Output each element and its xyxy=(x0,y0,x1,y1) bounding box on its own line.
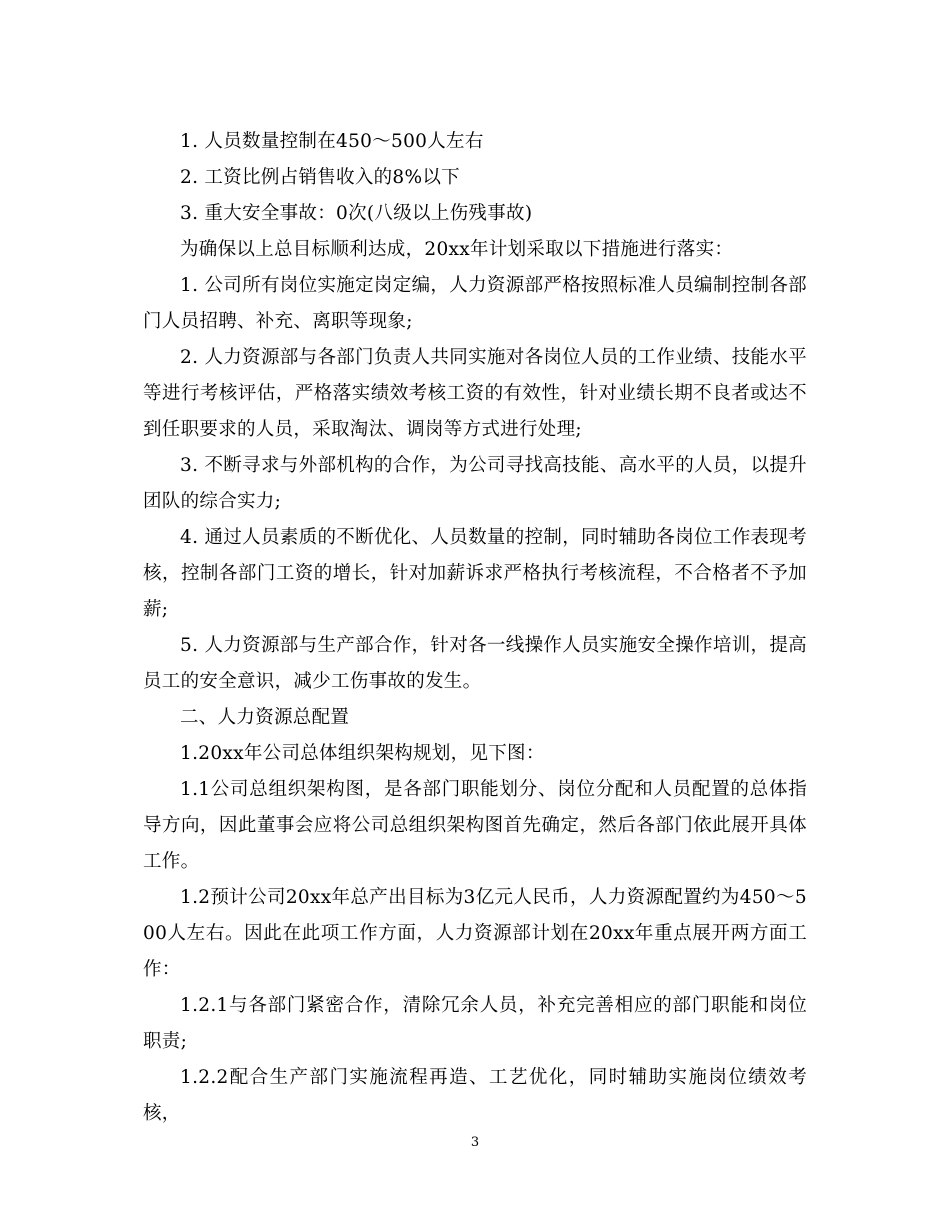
paragraph: 1. 公司所有岗位实施定岗定编，人力资源部严格按照标准人员编制控制各部门人员招聘、补充、离职等现象; xyxy=(143,275,807,332)
paragraph: 1. 人员数量控制在450～500人左右 xyxy=(180,131,484,152)
paragraph: 1.2.1与各部门紧密合作，清除冗余人员，补充完善相应的部门职能和岗位职责; xyxy=(143,995,807,1052)
document-body xyxy=(143,124,807,1132)
paragraph: 5. 人力资源部与生产部合作，针对各一线操作人员实施安全操作培训，提高员工的安全意识，减少工伤事故的发生。 xyxy=(143,635,807,692)
page-number: 3 xyxy=(470,1135,480,1150)
paragraph: 4. 通过人员素质的不断优化、人员数量的控制，同时辅助各岗位工作表现考核，控制各部门工资的增长，针对加薪诉求严格执行考核流程，不合格者不予加薪; xyxy=(143,527,807,620)
paragraph: 为确保以上总目标顺利达成，20xx年计划采取以下措施进行落实： xyxy=(180,239,734,260)
paragraph: 1.20xx年公司总体组织架构规划，见下图： xyxy=(180,743,545,764)
paragraph: 2. 工资比例占销售收入的8%以下 xyxy=(180,167,460,188)
paragraph: 1.2.2配合生产部门实施流程再造、工艺优化，同时辅助实施岗位绩效考核， xyxy=(143,1067,807,1124)
paragraph: 2. 人力资源部与各部门负责人共同实施对各岗位人员的工作业绩、技能水平等进行考核评估，严格落实绩效考核工资的有效性，针对业绩长期不良者或达不到任职要求的人员，采取淘汰、调岗等方式进行处理; xyxy=(143,347,807,440)
paragraph: 1.2预计公司20xx年总产出目标为3亿元人民币，人力资源配置约为450～500人左右。因此在此项工作方面，人力资源部计划在20xx年重点展开两方面工作： xyxy=(143,887,807,980)
paragraph: 3. 重大安全事故：0次(八级以上伤残事故) xyxy=(180,203,533,224)
section-heading: 二、人力资源总配置 xyxy=(180,707,350,728)
paragraph: 3. 不断寻求与外部机构的合作，为公司寻找高技能、高水平的人员，以提升团队的综合实力; xyxy=(143,455,807,512)
paragraph: 1.1公司总组织架构图，是各部门职能划分、岗位分配和人员配置的总体指导方向，因此董事会应将公司总组织架构图首先确定，然后各部门依此展开具体工作。 xyxy=(143,779,807,872)
